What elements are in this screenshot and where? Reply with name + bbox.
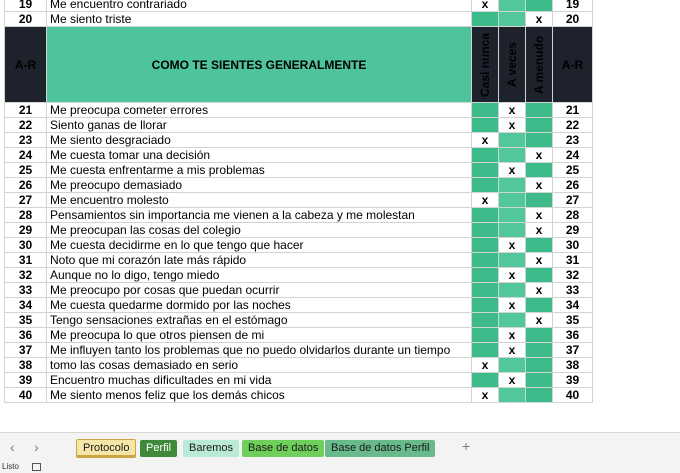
answer-a-menudo[interactable] [526, 358, 553, 373]
item-number[interactable]: 19 [5, 0, 47, 12]
column-header-label: A veces [505, 42, 519, 87]
answer-casi-nunca[interactable] [472, 223, 499, 238]
item-number[interactable]: 23 [5, 133, 47, 148]
answer-a-menudo[interactable] [526, 193, 553, 208]
item-question[interactable]: Me cuesta tomar una decisión [47, 148, 472, 163]
item-number[interactable]: 33 [5, 283, 47, 298]
next-sheet-icon[interactable]: › [34, 439, 39, 455]
sheet-tab-baremos[interactable]: Baremos [183, 440, 239, 457]
answer-casi-nunca[interactable] [472, 103, 499, 118]
column-header-1[interactable] [472, 27, 499, 103]
item-number-right[interactable]: 21 [553, 103, 593, 118]
sheet-tab-base-de-datos-perfil[interactable]: Base de datos Perfil [325, 440, 435, 457]
answer-casi-nunca[interactable]: x [472, 0, 499, 12]
answer-casi-nunca[interactable] [472, 178, 499, 193]
item-number-right[interactable]: 27 [553, 193, 593, 208]
answer-a-menudo[interactable] [526, 238, 553, 253]
answer-casi-nunca[interactable] [472, 283, 499, 298]
item-question[interactable]: Me encuentro molesto [47, 193, 472, 208]
answer-casi-nunca[interactable] [472, 328, 499, 343]
table-row [5, 148, 593, 163]
item-number[interactable]: 34 [5, 298, 47, 313]
answer-a-veces[interactable] [499, 12, 526, 27]
table-row [5, 0, 593, 12]
status-text: Listo [2, 462, 19, 471]
table-row [5, 238, 593, 253]
macro-record-icon[interactable] [32, 463, 41, 471]
answer-a-veces[interactable] [499, 223, 526, 238]
item-number[interactable]: 30 [5, 238, 47, 253]
answer-casi-nunca[interactable] [472, 253, 499, 268]
item-number[interactable]: 38 [5, 358, 47, 373]
item-number[interactable]: 25 [5, 163, 47, 178]
item-question[interactable]: Me preocupa lo que otros piensen de mi [47, 328, 472, 343]
table-row [5, 328, 593, 343]
item-question[interactable]: Me cuesta enfrentarme a mis problemas [47, 163, 472, 178]
table-row [5, 343, 593, 358]
item-number-right[interactable]: 40 [553, 388, 593, 403]
item-number-right[interactable]: 20 [553, 12, 593, 27]
answer-a-menudo[interactable] [526, 268, 553, 283]
add-sheet-icon[interactable]: + [462, 438, 471, 454]
sheet-tab-base-de-datos[interactable]: Base de datos [242, 440, 324, 457]
item-number-right[interactable]: 38 [553, 358, 593, 373]
item-number-right[interactable]: 35 [553, 313, 593, 328]
table-row [5, 253, 593, 268]
item-question[interactable]: Me siento desgraciado [47, 133, 472, 148]
item-question[interactable]: Me siento menos feliz que los demás chicos [47, 388, 472, 403]
item-question[interactable]: Me preocupan las cosas del colegio [47, 223, 472, 238]
answer-a-menudo[interactable]: x [526, 148, 553, 163]
answer-casi-nunca[interactable] [472, 298, 499, 313]
item-question[interactable]: Pensamientos sin importancia me vienen a la cabeza y me molestan [47, 208, 472, 223]
answer-a-veces[interactable] [499, 208, 526, 223]
answer-a-menudo[interactable]: x [526, 253, 553, 268]
item-question[interactable]: Me cuesta decidirme en lo que tengo que hacer [47, 238, 472, 253]
table-row [5, 12, 593, 27]
answer-a-menudo[interactable] [526, 343, 553, 358]
answer-a-menudo[interactable]: x [526, 313, 553, 328]
answer-casi-nunca[interactable]: x [472, 388, 499, 403]
table-row [5, 208, 593, 223]
item-question[interactable]: Encuentro muchas dificultades en mi vida [47, 373, 472, 388]
answer-casi-nunca[interactable]: x [472, 133, 499, 148]
answer-a-menudo[interactable] [526, 328, 553, 343]
answer-a-veces[interactable]: x [499, 103, 526, 118]
answer-a-veces[interactable] [499, 178, 526, 193]
item-question[interactable]: Me siento triste [47, 12, 472, 27]
item-number[interactable]: 36 [5, 328, 47, 343]
answer-a-veces[interactable] [499, 133, 526, 148]
item-number-right[interactable]: 32 [553, 268, 593, 283]
item-number-right[interactable]: 30 [553, 238, 593, 253]
answer-a-veces[interactable] [499, 358, 526, 373]
item-number-right[interactable]: 24 [553, 148, 593, 163]
item-number[interactable]: 29 [5, 223, 47, 238]
item-number-right[interactable]: 25 [553, 163, 593, 178]
column-header-2[interactable] [499, 27, 526, 103]
item-question[interactable]: Siento ganas de llorar [47, 118, 472, 133]
item-number[interactable]: 39 [5, 373, 47, 388]
item-number[interactable]: 21 [5, 103, 47, 118]
table-row [5, 268, 593, 283]
answer-a-veces[interactable] [499, 253, 526, 268]
answer-a-menudo[interactable] [526, 163, 553, 178]
answer-a-veces[interactable]: x [499, 343, 526, 358]
answer-a-menudo[interactable] [526, 0, 553, 12]
item-number-right[interactable]: 37 [553, 343, 593, 358]
item-number[interactable]: 26 [5, 178, 47, 193]
answer-casi-nunca[interactable] [472, 118, 499, 133]
answer-casi-nunca[interactable] [472, 148, 499, 163]
table-row [5, 118, 593, 133]
answer-a-veces[interactable]: x [499, 118, 526, 133]
answer-a-veces[interactable]: x [499, 373, 526, 388]
answer-a-veces[interactable] [499, 283, 526, 298]
questionnaire-table [4, 0, 593, 403]
answer-a-menudo[interactable]: x [526, 208, 553, 223]
answer-casi-nunca[interactable] [472, 163, 499, 178]
item-question[interactable]: Noto que mi corazón late más rápido [47, 253, 472, 268]
item-number[interactable]: 31 [5, 253, 47, 268]
table-row [5, 358, 593, 373]
item-number-right[interactable]: 39 [553, 373, 593, 388]
table-row [5, 388, 593, 403]
answer-a-veces[interactable] [499, 0, 526, 12]
answer-a-veces[interactable]: x [499, 163, 526, 178]
answer-a-menudo[interactable]: x [526, 223, 553, 238]
ar-label-right[interactable]: A-R [553, 27, 593, 103]
answer-casi-nunca[interactable] [472, 208, 499, 223]
item-number-right[interactable]: 22 [553, 118, 593, 133]
table-row [5, 223, 593, 238]
sheet-tab-protocolo[interactable]: Protocolo [76, 439, 136, 456]
column-header-3[interactable] [526, 27, 553, 103]
answer-a-menudo[interactable]: x [526, 12, 553, 27]
answer-a-veces[interactable] [499, 148, 526, 163]
sheet-tab-bar [0, 432, 680, 463]
answer-a-veces[interactable]: x [499, 298, 526, 313]
item-number[interactable]: 28 [5, 208, 47, 223]
table-row [5, 133, 593, 148]
item-question[interactable]: Tengo sensaciones extrañas en el estómago [47, 313, 472, 328]
item-number-right[interactable]: 26 [553, 178, 593, 193]
answer-casi-nunca[interactable] [472, 12, 499, 27]
status-bar [0, 462, 680, 473]
item-question[interactable]: Aunque no lo digo, tengo miedo [47, 268, 472, 283]
item-number[interactable]: 24 [5, 148, 47, 163]
answer-casi-nunca[interactable] [472, 268, 499, 283]
table-row [5, 163, 593, 178]
column-header-label: Casi nunca [478, 32, 492, 97]
answer-a-veces[interactable]: x [499, 268, 526, 283]
item-question[interactable]: Me influyen tanto los problemas que no puedo olvidarlos durante un tiempo [47, 343, 472, 358]
answer-a-menudo[interactable] [526, 133, 553, 148]
prev-sheet-icon[interactable]: ‹ [10, 439, 15, 455]
item-number-right[interactable]: 28 [553, 208, 593, 223]
answer-a-veces[interactable] [499, 193, 526, 208]
section-title[interactable]: COMO TE SIENTES GENERALMENTE [47, 27, 472, 103]
table-row [5, 103, 593, 118]
answer-casi-nunca[interactable] [472, 313, 499, 328]
ar-label-left[interactable]: A-R [5, 27, 47, 103]
answer-a-menudo[interactable]: x [526, 283, 553, 298]
table-row [5, 373, 593, 388]
answer-casi-nunca[interactable] [472, 373, 499, 388]
item-number[interactable]: 27 [5, 193, 47, 208]
column-header-label: A menudo [532, 35, 546, 94]
item-number-right[interactable]: 31 [553, 253, 593, 268]
answer-casi-nunca[interactable]: x [472, 193, 499, 208]
answer-casi-nunca[interactable] [472, 238, 499, 253]
item-number[interactable]: 40 [5, 388, 47, 403]
table-row [5, 313, 593, 328]
item-question[interactable]: Me preocupo demasiado [47, 178, 472, 193]
answer-a-menudo[interactable] [526, 298, 553, 313]
item-number-right[interactable]: 36 [553, 328, 593, 343]
header-row [5, 27, 593, 103]
answer-a-menudo[interactable] [526, 103, 553, 118]
item-question[interactable]: Me preocupo por cosas que puedan ocurrir [47, 283, 472, 298]
item-number[interactable]: 22 [5, 118, 47, 133]
sheet-tab-perfil[interactable]: Perfil [140, 440, 177, 457]
table-row [5, 193, 593, 208]
answer-a-veces[interactable] [499, 313, 526, 328]
table-row [5, 178, 593, 193]
item-number-right[interactable]: 34 [553, 298, 593, 313]
item-number-right[interactable]: 19 [553, 0, 593, 12]
answer-a-veces[interactable]: x [499, 238, 526, 253]
item-number[interactable]: 37 [5, 343, 47, 358]
answer-casi-nunca[interactable] [472, 343, 499, 358]
item-question[interactable]: tomo las cosas demasiado en serio [47, 358, 472, 373]
answer-a-veces[interactable] [499, 388, 526, 403]
item-number-right[interactable]: 23 [553, 133, 593, 148]
item-question[interactable]: Me preocupa cometer errores [47, 103, 472, 118]
item-number-right[interactable]: 33 [553, 283, 593, 298]
item-number[interactable]: 35 [5, 313, 47, 328]
answer-a-menudo[interactable] [526, 373, 553, 388]
table-row [5, 283, 593, 298]
item-number[interactable]: 20 [5, 12, 47, 27]
answer-a-menudo[interactable]: x [526, 178, 553, 193]
item-question[interactable]: Me encuentro contrariado [47, 0, 472, 12]
table-row [5, 298, 593, 313]
item-number[interactable]: 32 [5, 268, 47, 283]
answer-a-menudo[interactable] [526, 388, 553, 403]
answer-casi-nunca[interactable]: x [472, 358, 499, 373]
answer-a-menudo[interactable] [526, 118, 553, 133]
item-question[interactable]: Me cuesta quedarme dormido por las noches [47, 298, 472, 313]
answer-a-veces[interactable]: x [499, 328, 526, 343]
item-number-right[interactable]: 29 [553, 223, 593, 238]
